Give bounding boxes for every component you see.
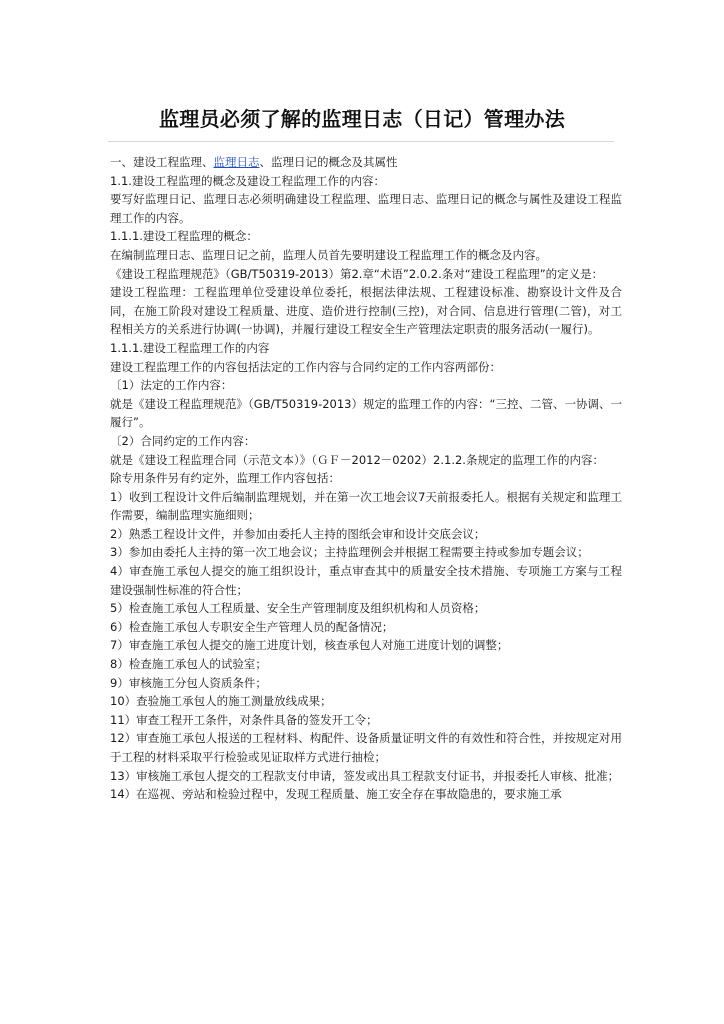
list-item: 11）审查工程开工条件，对条件具备的签发开工令； xyxy=(110,712,378,727)
paragraph: 1.1.建设工程监理的概念及建设工程监理工作的内容： xyxy=(110,173,385,188)
paragraph: 建设工程监理工作的内容包括法定的工作内容与合同约定的工作内容两部份： xyxy=(110,359,501,374)
list-item: 7）审查施工承包人提交的施工进度计划，核查承包人对施工进度计划的调整； xyxy=(110,638,509,653)
list-item: 4）审查施工承包人提交的施工组织设计，重点审查其中的质量安全技术措施、专项施工方案与工程建设强制性标准的符合性； xyxy=(110,564,622,597)
list-item: 2）熟悉工程设计文件，并参加由委托人主持的图纸会审和设计交底会议； xyxy=(110,526,486,541)
list-item: 13）审核施工承包人提交的工程款支付申请，签发或出具工程款支付证书，并报委托人审核、批准； xyxy=(110,768,620,783)
list-item: 9）审核施工分包人资质条件； xyxy=(110,675,267,690)
list-item: 6）检查施工承包人专职安全生产管理人员的配备情况； xyxy=(110,619,394,634)
paragraph: 就是《建设工程监理合同（示范文本）》（ＧＦ－2012－0202）2.1.2.条规定的监理工作的内容： xyxy=(110,452,604,467)
title-divider xyxy=(108,141,614,142)
section-heading xyxy=(110,153,622,172)
heading-suffix: 、监理日记的概念及其属性 xyxy=(259,155,398,169)
page-title: 监理员必须了解的监理日志（日记）管理办法 xyxy=(159,107,565,131)
jianli-rizhi-link[interactable]: 监理日志 xyxy=(213,155,260,169)
paragraph: 要写好监理日记、监理日志必须明确建设工程监理、监理日志、监理日记的概念与属性及建设工程监理工作的内容。 xyxy=(110,192,622,225)
paragraph: 建设工程监理：工程监理单位受建设单位委托，根据法律法规、工程建设标准、勘察设计文件及合同，在施工阶段对建设工程质量、进度、造价进行控制(三控)，对合同、信息进行管理(二管)，对工程相关方的关系进行协调(一协调)，并履行建设工程安全生产管理法定职责的服务活动(一履行)。 xyxy=(110,285,622,337)
paragraph: 1.1.1.建设工程监理的概念： xyxy=(110,229,258,244)
list-item: 8）检查施工承包人的试验室； xyxy=(110,657,267,672)
paragraph: 〔1）法定的工作内容： xyxy=(110,378,233,393)
list-item: 5）检查施工承包人工程质量、安全生产管理制度及组织机构和人员资格； xyxy=(110,601,486,616)
list-item: 3）参加由委托人主持的第一次工地会议；主持监理例会并根据工程需要主持或参加专题会议； xyxy=(110,545,589,560)
paragraph: 《建设工程监理规范》（GB/T50319-2013）第2.章“术语”2.0.2.条对“建设工程监理”的定义是： xyxy=(110,266,604,281)
heading-prefix: 一、建设工程监理、 xyxy=(110,155,214,169)
paragraph: 1.1.1.建设工程监理工作的内容 xyxy=(110,340,270,355)
list-item: 1）收到工程设计文件后编制监理规划，并在第一次工地会议7天前报委托人。根据有关规定和监理工作需要，编制监理实施细则； xyxy=(110,489,622,523)
paragraph: 在编制监理日志、监理日记之前，监理人员首先要明建设工程监理工作的概念及内容。 xyxy=(110,247,547,262)
paragraph: 〔2）合同约定的工作内容： xyxy=(110,433,256,448)
document-body xyxy=(110,153,622,804)
list-item: 14）在巡视、旁站和检验过程中，发现工程质量、施工安全存在事故隐患的，要求施工承 xyxy=(110,787,562,802)
paragraph: 除专用条件另有约定外，监理工作内容包括： xyxy=(110,471,340,486)
list-item: 10）查验施工承包人的施工测量放线成果； xyxy=(110,694,332,709)
list-item: 12）审查施工承包人报送的工程材料、构配件、设备质量证明文件的有效性和符合性，并按规定对用于工程的材料采取平行检验或见证取样方式进行抽检； xyxy=(110,731,622,764)
paragraph: 就是《建设工程监理规范》（GB/T50319-2013）规定的监理工作的内容：“三控、二管、一协调、一履行”。 xyxy=(110,396,622,430)
